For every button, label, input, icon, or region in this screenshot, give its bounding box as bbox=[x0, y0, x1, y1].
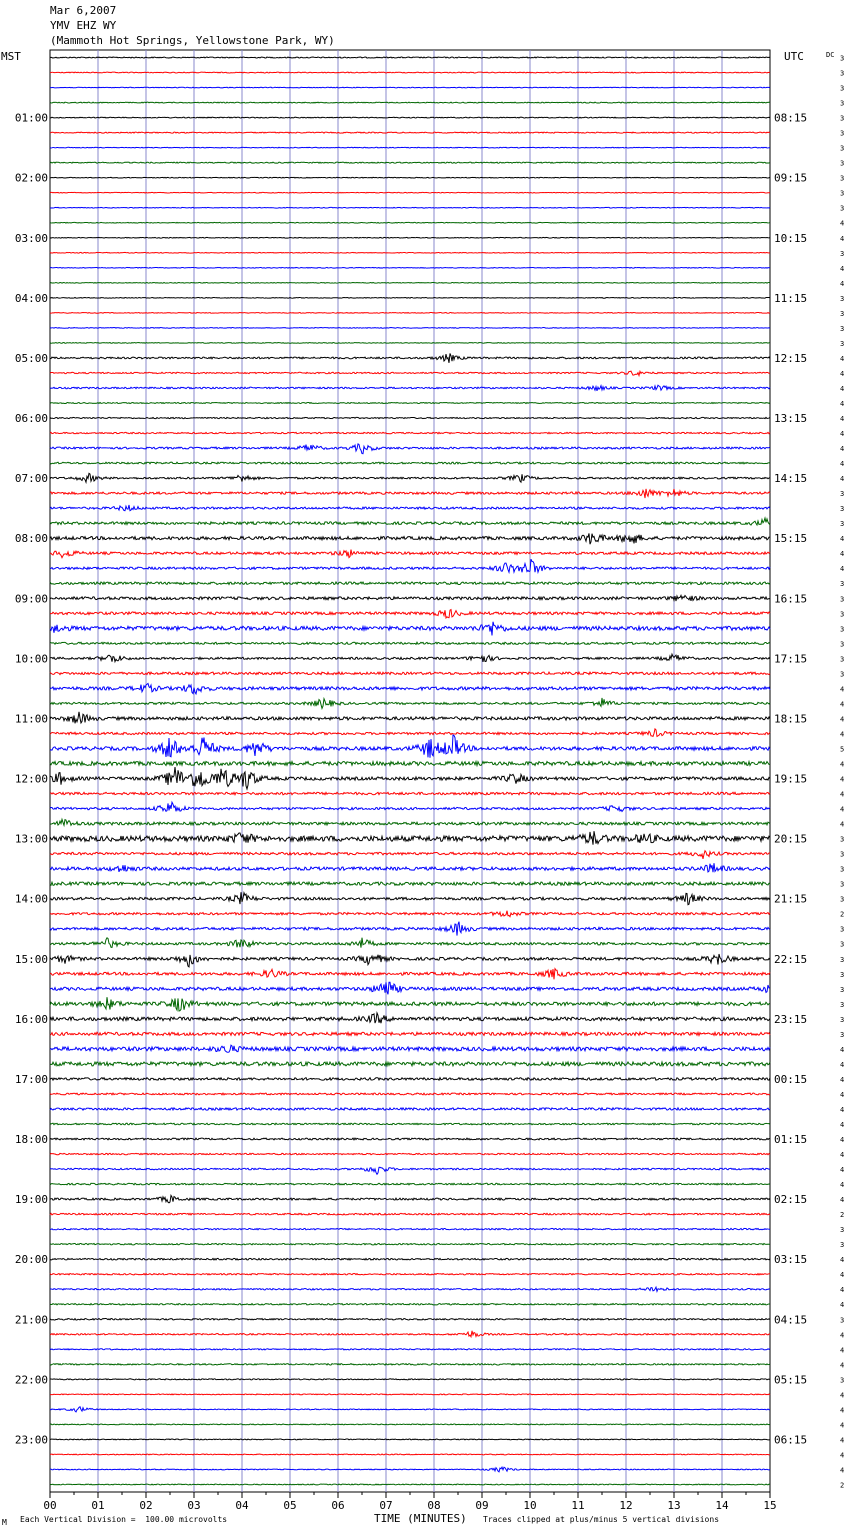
trace-row bbox=[50, 1167, 770, 1174]
dc-offset-value: 3 bbox=[840, 324, 845, 333]
trace-row bbox=[50, 222, 770, 223]
trace-row bbox=[50, 735, 770, 758]
trace-row bbox=[50, 252, 770, 253]
trace-row bbox=[50, 207, 770, 208]
dc-offset-value: 3 bbox=[840, 189, 845, 198]
left-hour-label: 23:00 bbox=[14, 1433, 48, 1447]
dc-offset-value: 4 bbox=[840, 535, 845, 544]
trace-row bbox=[50, 1228, 770, 1229]
x-tick-label: 00 bbox=[43, 1499, 57, 1512]
dc-offset-value: 3 bbox=[840, 294, 845, 303]
trace-row bbox=[50, 1078, 770, 1081]
dc-offset-value: 3 bbox=[840, 204, 845, 213]
dc-offset-value: 4 bbox=[840, 1301, 845, 1310]
trace-row bbox=[50, 1213, 770, 1215]
dc-offset-value: 3 bbox=[840, 490, 845, 499]
dc-offset-value: 4 bbox=[840, 1451, 845, 1460]
x-tick-label: 03 bbox=[187, 1499, 201, 1512]
trace-row bbox=[50, 473, 770, 482]
trace-row bbox=[50, 132, 770, 133]
trace-row bbox=[50, 654, 770, 662]
dc-offset-value: 3 bbox=[840, 309, 845, 318]
trace-row bbox=[50, 313, 770, 314]
dc-offset-value: 4 bbox=[840, 430, 845, 439]
trace-row bbox=[50, 371, 770, 375]
trace-row bbox=[50, 177, 770, 178]
plot-frame bbox=[50, 50, 770, 1492]
left-hour-label: 10:00 bbox=[14, 652, 48, 666]
dc-offset-value: 4 bbox=[840, 234, 845, 243]
trace-row bbox=[50, 1093, 770, 1095]
x-tick-label: 01 bbox=[91, 1499, 105, 1512]
trace-row bbox=[50, 1243, 770, 1244]
trace-row bbox=[50, 267, 770, 268]
right-hour-label: 15:15 bbox=[774, 532, 808, 546]
trace-row bbox=[50, 1319, 770, 1320]
trace-row bbox=[50, 1364, 770, 1365]
x-tick-label: 02 bbox=[139, 1499, 153, 1512]
corner-mark: M bbox=[2, 1518, 7, 1527]
left-hour-label: 05:00 bbox=[14, 351, 48, 365]
left-hour-label: 15:00 bbox=[14, 952, 48, 966]
dc-offset-value: 3 bbox=[840, 865, 845, 874]
dc-offset-value: 4 bbox=[840, 460, 845, 469]
dc-offset-value: 3 bbox=[840, 580, 845, 589]
left-hour-label: 08:00 bbox=[14, 532, 48, 546]
trace-row bbox=[50, 489, 770, 498]
dc-offset-value: 4 bbox=[840, 1181, 845, 1190]
trace-row bbox=[50, 698, 770, 709]
dc-offset-value: 4 bbox=[840, 1256, 845, 1265]
dc-offset-value: 4 bbox=[840, 1166, 845, 1175]
left-hour-label: 01:00 bbox=[14, 111, 48, 125]
right-timezone-label: UTC bbox=[784, 50, 804, 63]
x-tick-label: 07 bbox=[379, 1499, 393, 1512]
right-hour-label: 20:15 bbox=[774, 832, 808, 846]
right-hour-label: 01:15 bbox=[774, 1133, 808, 1147]
dc-offset-value: 3 bbox=[840, 114, 845, 123]
trace-row bbox=[50, 417, 770, 418]
x-tick-label: 10 bbox=[523, 1499, 537, 1512]
dc-offset-value: 4 bbox=[840, 700, 845, 709]
dc-offset-value: 4 bbox=[840, 805, 845, 814]
left-hour-label: 13:00 bbox=[14, 832, 48, 846]
trace-row bbox=[50, 1273, 770, 1274]
trace-row bbox=[50, 1287, 770, 1291]
clip-note: Traces clipped at plus/minus 5 vertical divisions bbox=[483, 1515, 720, 1524]
trace-row bbox=[50, 911, 770, 917]
left-hour-label: 09:00 bbox=[14, 592, 48, 606]
dc-offset-value: 3 bbox=[840, 1000, 845, 1009]
dc-offset-value: 4 bbox=[840, 475, 845, 484]
left-hour-label: 02:00 bbox=[14, 171, 48, 185]
dc-offset-value: 4 bbox=[840, 1391, 845, 1400]
dc-offset-value: 4 bbox=[840, 1361, 845, 1370]
trace-row bbox=[50, 969, 770, 980]
left-hour-label: 11:00 bbox=[14, 712, 48, 726]
trace-row bbox=[50, 819, 770, 825]
trace-row bbox=[50, 1331, 770, 1337]
dc-offset-value: 4 bbox=[840, 354, 845, 363]
trace-row bbox=[50, 1062, 770, 1066]
dc-offset-value: 4 bbox=[840, 1436, 845, 1445]
scale-note: Each Vertical Division = 100.00 microvolts bbox=[20, 1515, 228, 1524]
header-station: YMV EHZ WY bbox=[50, 19, 117, 32]
dc-offset-value: 4 bbox=[840, 730, 845, 739]
trace-row bbox=[50, 1304, 770, 1305]
dc-offset-value: 3 bbox=[840, 625, 845, 634]
trace-row bbox=[50, 1195, 770, 1202]
trace-row bbox=[50, 353, 770, 362]
right-hour-label: 23:15 bbox=[774, 1012, 808, 1026]
trace-row bbox=[50, 954, 770, 967]
trace-row bbox=[50, 343, 770, 344]
dc-offset-value: 3 bbox=[840, 1316, 845, 1325]
trace-row bbox=[50, 432, 770, 433]
dc-offset-value: 3 bbox=[840, 54, 845, 63]
right-hour-label: 00:15 bbox=[774, 1072, 808, 1086]
trace-row bbox=[50, 938, 770, 948]
right-hour-label: 11:15 bbox=[774, 291, 808, 305]
x-tick-label: 09 bbox=[475, 1499, 489, 1512]
dc-offset-value: 3 bbox=[840, 249, 845, 258]
trace-row bbox=[50, 922, 770, 936]
trace-row bbox=[50, 1123, 770, 1125]
x-tick-label: 05 bbox=[283, 1499, 297, 1512]
trace-row bbox=[50, 610, 770, 618]
dc-offset-value: 4 bbox=[840, 1136, 845, 1145]
trace-row bbox=[50, 1439, 770, 1440]
x-tick-label: 11 bbox=[571, 1499, 585, 1512]
dc-offset-value: 3 bbox=[840, 670, 845, 679]
trace-row bbox=[50, 102, 770, 103]
right-hour-label: 08:15 bbox=[774, 111, 808, 125]
left-hour-label: 03:00 bbox=[14, 231, 48, 245]
dc-offset-value: 4 bbox=[840, 550, 845, 559]
dc-offset-value: 3 bbox=[840, 925, 845, 934]
trace-row bbox=[50, 533, 770, 544]
x-tick-label: 12 bbox=[619, 1499, 633, 1512]
dc-offset-value: 3 bbox=[840, 610, 845, 619]
dc-offset-value: 4 bbox=[840, 279, 845, 288]
trace-row bbox=[50, 57, 770, 58]
right-hour-label: 14:15 bbox=[774, 472, 808, 486]
dc-offset-value: 3 bbox=[840, 1241, 845, 1250]
dc-offset-value: 4 bbox=[840, 1060, 845, 1069]
left-hour-label: 22:00 bbox=[14, 1373, 48, 1387]
trace-row bbox=[50, 237, 770, 238]
trace-row bbox=[50, 282, 770, 283]
trace-row bbox=[50, 192, 770, 193]
dc-offset-value: 4 bbox=[840, 1406, 845, 1415]
left-hour-label: 19:00 bbox=[14, 1193, 48, 1207]
dc-offset-value: 3 bbox=[840, 505, 845, 514]
dc-offset-value: 4 bbox=[840, 219, 845, 228]
right-hour-label: 09:15 bbox=[774, 171, 808, 185]
dc-offset-value: 4 bbox=[840, 1421, 845, 1430]
x-tick-label: 08 bbox=[427, 1499, 441, 1512]
x-tick-label: 04 bbox=[235, 1499, 249, 1512]
dc-offset-value: 3 bbox=[840, 1226, 845, 1235]
header-date: Mar 6,2007 bbox=[50, 4, 117, 17]
dc-offset-value: 4 bbox=[840, 715, 845, 724]
dc-offset-value: 4 bbox=[840, 565, 845, 574]
right-hour-label: 19:15 bbox=[774, 772, 808, 786]
trace-row bbox=[50, 505, 770, 511]
trace-row bbox=[50, 147, 770, 148]
trace-row bbox=[50, 1045, 770, 1052]
trace-row bbox=[50, 117, 770, 118]
dc-offset-value: 2 bbox=[840, 1211, 845, 1220]
trace-row bbox=[50, 1032, 770, 1035]
trace-row bbox=[50, 1108, 770, 1110]
dc-offset-value: 3 bbox=[840, 850, 845, 859]
dc-offset-value: 4 bbox=[840, 399, 845, 408]
right-hour-label: 05:15 bbox=[774, 1373, 808, 1387]
trace-row bbox=[50, 672, 770, 675]
dc-offset-value: 4 bbox=[840, 1120, 845, 1129]
dc-offset-value: 3 bbox=[840, 880, 845, 889]
trace-row bbox=[50, 982, 770, 994]
dc-offset-value: 3 bbox=[840, 1376, 845, 1385]
trace-row bbox=[50, 1183, 770, 1185]
trace-row bbox=[50, 1138, 770, 1140]
trace-row bbox=[50, 802, 770, 811]
right-hour-label: 17:15 bbox=[774, 652, 808, 666]
trace-row bbox=[50, 550, 770, 558]
trace-row bbox=[50, 328, 770, 329]
dc-offset-value: 3 bbox=[840, 640, 845, 649]
dc-offset-value: 4 bbox=[840, 760, 845, 769]
x-tick-label: 13 bbox=[667, 1499, 681, 1512]
dc-offset-value: 3 bbox=[840, 955, 845, 964]
trace-row bbox=[50, 87, 770, 88]
dc-offset-value: 4 bbox=[840, 775, 845, 784]
dc-offset-value: 4 bbox=[840, 1196, 845, 1205]
dc-offset-value: 3 bbox=[840, 99, 845, 108]
dc-offset-value: 4 bbox=[840, 1090, 845, 1099]
trace-row bbox=[50, 462, 770, 464]
right-hour-label: 18:15 bbox=[774, 712, 808, 726]
dc-offset-value: 3 bbox=[840, 1015, 845, 1024]
trace-row bbox=[50, 712, 770, 723]
trace-row bbox=[50, 851, 770, 859]
dc-offset-value: 3 bbox=[840, 84, 845, 93]
right-hour-label: 12:15 bbox=[774, 351, 808, 365]
dc-offset-value: 3 bbox=[840, 159, 845, 168]
left-hour-label: 16:00 bbox=[14, 1012, 48, 1026]
dc-offset-value: 3 bbox=[840, 339, 845, 348]
dc-offset-value: 4 bbox=[840, 384, 845, 393]
trace-row bbox=[50, 729, 770, 737]
dc-offset-value: 3 bbox=[840, 1030, 845, 1039]
trace-row bbox=[50, 1394, 770, 1395]
trace-row bbox=[50, 1379, 770, 1380]
trace-row bbox=[50, 683, 770, 693]
left-hour-label: 06:00 bbox=[14, 412, 48, 426]
dc-offset-value: 4 bbox=[840, 264, 845, 273]
trace-row bbox=[50, 297, 770, 298]
dc-offset-value: 4 bbox=[840, 1286, 845, 1295]
left-hour-label: 14:00 bbox=[14, 892, 48, 906]
dc-offset-value: 3 bbox=[840, 895, 845, 904]
trace-row bbox=[50, 1484, 770, 1485]
dc-offset-value: 3 bbox=[840, 985, 845, 994]
left-timezone-label: MST bbox=[1, 50, 21, 63]
dc-offset-value: 3 bbox=[840, 69, 845, 78]
dc-offset-value: 4 bbox=[840, 1105, 845, 1114]
trace-row bbox=[50, 1258, 770, 1260]
right-hour-label: 04:15 bbox=[774, 1313, 808, 1327]
trace-row bbox=[50, 831, 770, 845]
x-tick-label: 14 bbox=[715, 1499, 729, 1512]
trace-row bbox=[50, 72, 770, 73]
dc-offset-value: 3 bbox=[840, 595, 845, 604]
right-hour-label: 02:15 bbox=[774, 1193, 808, 1207]
right-hour-label: 22:15 bbox=[774, 952, 808, 966]
trace-row bbox=[50, 1454, 770, 1455]
left-hour-label: 04:00 bbox=[14, 291, 48, 305]
x-tick-label: 06 bbox=[331, 1499, 345, 1512]
trace-row bbox=[50, 595, 770, 601]
dc-offset-value: 4 bbox=[840, 1331, 845, 1340]
dc-offset-value: 3 bbox=[840, 520, 845, 529]
dc-offset-value: 4 bbox=[840, 1271, 845, 1280]
trace-row bbox=[50, 518, 770, 525]
x-axis-label: TIME (MINUTES) bbox=[374, 1512, 467, 1525]
right-hour-label: 06:15 bbox=[774, 1433, 808, 1447]
right-hour-label: 03:15 bbox=[774, 1253, 808, 1267]
right-hour-label: 13:15 bbox=[774, 412, 808, 426]
dc-offset-value: 4 bbox=[840, 1045, 845, 1054]
dc-offset-value: 4 bbox=[840, 415, 845, 424]
trace-row bbox=[50, 402, 770, 403]
left-hour-label: 07:00 bbox=[14, 472, 48, 486]
header-location: (Mammoth Hot Springs, Yellowstone Park, WY) bbox=[50, 34, 335, 47]
dc-offset-value: 3 bbox=[840, 129, 845, 138]
dc-offset-value: 4 bbox=[840, 790, 845, 799]
dc-offset-value: 2 bbox=[840, 1481, 845, 1490]
trace-row bbox=[50, 767, 770, 789]
dc-offset-value: 3 bbox=[840, 174, 845, 183]
dc-offset-value: 4 bbox=[840, 1075, 845, 1084]
dc-offset-value: 3 bbox=[840, 655, 845, 664]
right-hour-label: 10:15 bbox=[774, 231, 808, 245]
trace-row bbox=[50, 882, 770, 885]
x-tick-label: 15 bbox=[763, 1499, 777, 1512]
trace-row bbox=[50, 1013, 770, 1023]
trace-row bbox=[50, 622, 770, 636]
dc-offset-value: 4 bbox=[840, 1151, 845, 1160]
left-hour-label: 18:00 bbox=[14, 1133, 48, 1147]
trace-row bbox=[50, 642, 770, 644]
trace-row bbox=[50, 162, 770, 163]
left-hour-label: 17:00 bbox=[14, 1072, 48, 1086]
trace-row bbox=[50, 997, 770, 1011]
left-hour-label: 12:00 bbox=[14, 772, 48, 786]
dc-offset-value: 4 bbox=[840, 369, 845, 378]
dc-offset-value: 3 bbox=[840, 144, 845, 153]
trace-row bbox=[50, 559, 770, 572]
trace-row bbox=[50, 582, 770, 585]
trace-row bbox=[50, 1153, 770, 1154]
dc-offset-value: 4 bbox=[840, 1466, 845, 1475]
trace-row bbox=[50, 792, 770, 795]
trace-row bbox=[50, 1349, 770, 1350]
trace-row bbox=[50, 1424, 770, 1425]
dc-offset-value: 3 bbox=[840, 970, 845, 979]
left-hour-label: 21:00 bbox=[14, 1313, 48, 1327]
trace-row bbox=[50, 762, 770, 766]
trace-row bbox=[50, 1467, 770, 1472]
dc-offset-value: 5 bbox=[840, 745, 845, 754]
right-hour-label: 21:15 bbox=[774, 892, 808, 906]
dc-offset-value: 4 bbox=[840, 1346, 845, 1355]
right-hour-label: 16:15 bbox=[774, 592, 808, 606]
dc-offset-value: 3 bbox=[840, 835, 845, 844]
trace-row bbox=[50, 892, 770, 905]
trace-row bbox=[50, 1407, 770, 1412]
trace-row bbox=[50, 444, 770, 454]
dc-offset-value: 4 bbox=[840, 820, 845, 829]
dc-offset-value: 3 bbox=[840, 940, 845, 949]
left-hour-label: 20:00 bbox=[14, 1253, 48, 1267]
dc-offset-value: 2 bbox=[840, 910, 845, 919]
dc-offset-value: 4 bbox=[840, 685, 845, 694]
trace-row bbox=[50, 863, 770, 872]
trace-row bbox=[50, 385, 770, 391]
dc-offset-value: 4 bbox=[840, 445, 845, 454]
dc-column-label: DC bbox=[826, 51, 835, 59]
